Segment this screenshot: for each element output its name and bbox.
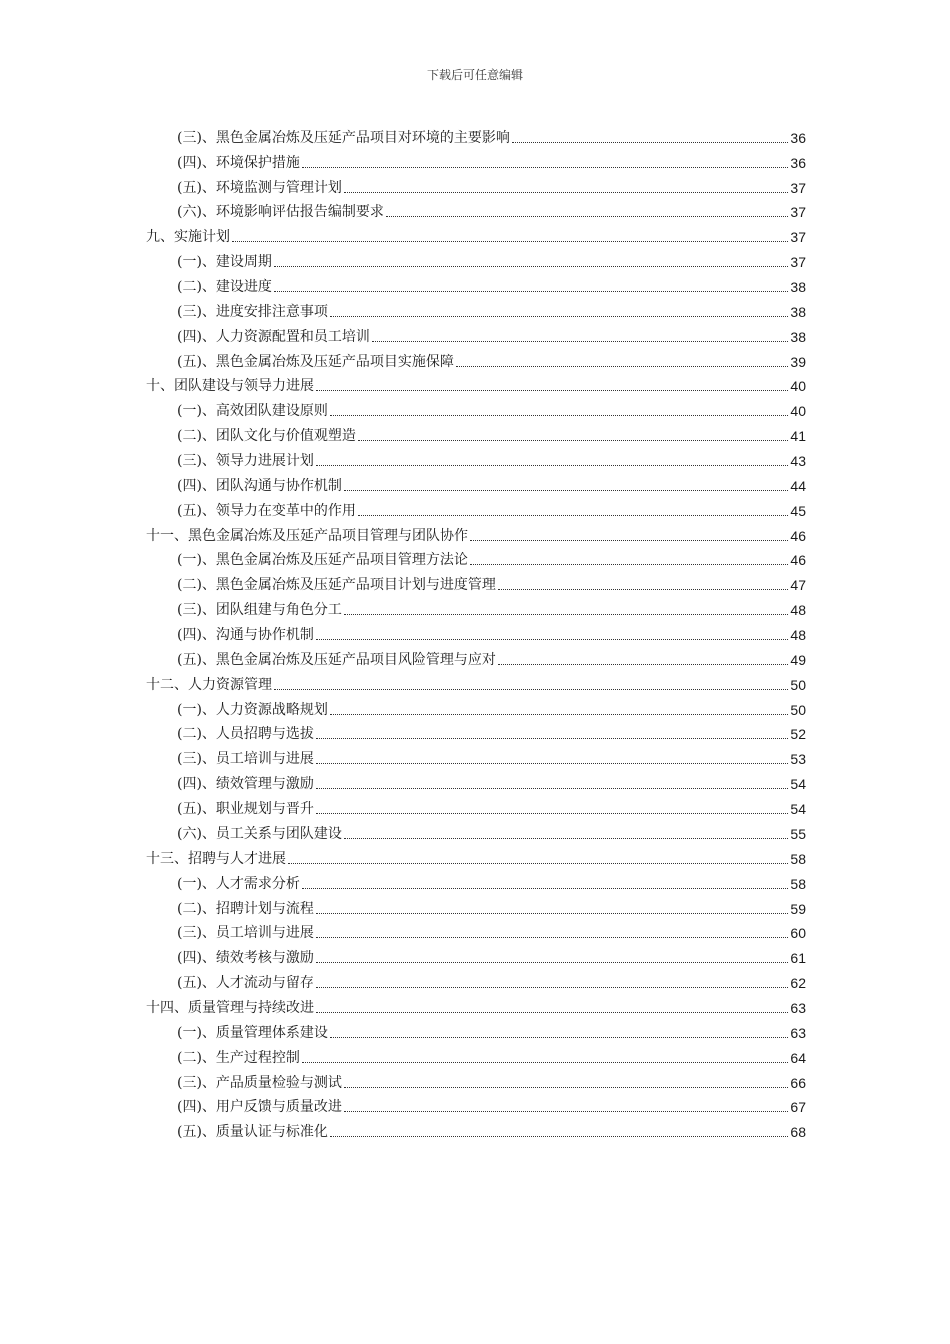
toc-dot-leader	[302, 1062, 788, 1063]
toc-entry-page-number: 48	[790, 627, 806, 644]
toc-dot-leader	[344, 192, 788, 193]
toc-section-entry[interactable]	[146, 721, 806, 746]
toc-entry-page-number: 37	[790, 204, 806, 221]
toc-dot-leader	[288, 863, 788, 864]
toc-entry-page-number: 36	[790, 129, 806, 146]
toc-entry-title: 九、实施计划	[146, 229, 230, 246]
toc-dot-leader	[316, 987, 788, 988]
toc-chapter-entry[interactable]	[146, 522, 806, 547]
toc-entry-page-number: 40	[790, 378, 806, 395]
toc-dot-leader	[274, 266, 788, 267]
toc-entry-title: (五)、职业规划与晋升	[177, 801, 314, 818]
toc-entry-page-number: 36	[790, 154, 806, 171]
toc-dot-leader	[316, 1012, 788, 1013]
toc-entry-page-number: 53	[790, 751, 806, 768]
toc-chapter-entry[interactable]	[146, 671, 806, 696]
toc-chapter-entry[interactable]	[146, 845, 806, 870]
toc-section-entry[interactable]	[146, 944, 806, 969]
toc-dot-leader	[316, 738, 788, 739]
toc-section-entry[interactable]	[146, 447, 806, 472]
toc-entry-title: (三)、产品质量检验与测试	[177, 1074, 342, 1091]
toc-entry-title: (三)、进度安排注意事项	[177, 303, 328, 320]
toc-section-entry[interactable]	[146, 920, 806, 945]
toc-entry-title: (四)、人力资源配置和员工培训	[177, 328, 370, 345]
toc-dot-leader	[344, 1087, 788, 1088]
toc-section-entry[interactable]	[146, 323, 806, 348]
toc-entry-page-number: 67	[790, 1099, 806, 1116]
toc-section-entry[interactable]	[146, 273, 806, 298]
toc-dot-leader	[344, 490, 788, 491]
toc-entry-page-number: 49	[790, 651, 806, 668]
toc-entry-page-number: 44	[790, 477, 806, 494]
toc-entry-page-number: 58	[790, 850, 806, 867]
toc-entry-title: 十、团队建设与领导力进展	[146, 378, 314, 395]
toc-dot-leader	[386, 216, 788, 217]
toc-entry-title: (五)、人才流动与留存	[177, 975, 314, 992]
toc-entry-page-number: 38	[790, 328, 806, 345]
toc-entry-page-number: 39	[790, 353, 806, 370]
toc-entry-page-number: 64	[790, 1049, 806, 1066]
toc-section-entry[interactable]	[146, 298, 806, 323]
toc-section-entry[interactable]	[146, 397, 806, 422]
toc-entry-title: 十四、质量管理与持续改进	[146, 999, 314, 1016]
toc-dot-leader	[470, 540, 788, 541]
toc-entry-page-number: 50	[790, 701, 806, 718]
toc-entry-title: (二)、团队文化与价值观塑造	[177, 428, 356, 445]
toc-section-entry[interactable]	[146, 646, 806, 671]
toc-dot-leader	[344, 1111, 788, 1112]
toc-entry-page-number: 37	[790, 229, 806, 246]
toc-dot-leader	[344, 838, 788, 839]
toc-entry-title: 十二、人力资源管理	[146, 676, 272, 693]
toc-entry-title: (一)、建设周期	[177, 254, 272, 271]
toc-dot-leader	[498, 664, 788, 665]
toc-dot-leader	[316, 465, 788, 466]
toc-entry-title: (五)、领导力在变革中的作用	[177, 502, 356, 519]
toc-entry-title: (一)、质量管理体系建设	[177, 1024, 328, 1041]
toc-dot-leader	[302, 167, 788, 168]
toc-section-entry[interactable]	[146, 621, 806, 646]
toc-section-entry[interactable]	[146, 472, 806, 497]
toc-dot-leader	[456, 366, 788, 367]
toc-dot-leader	[316, 390, 788, 391]
toc-section-entry[interactable]	[146, 422, 806, 447]
toc-dot-leader	[316, 813, 788, 814]
toc-dot-leader	[330, 714, 788, 715]
toc-entry-title: (三)、领导力进展计划	[177, 453, 314, 470]
toc-dot-leader	[330, 1037, 788, 1038]
toc-dot-leader	[232, 241, 788, 242]
toc-entry-page-number: 63	[790, 1024, 806, 1041]
toc-dot-leader	[316, 763, 788, 764]
toc-entry-page-number: 47	[790, 577, 806, 594]
toc-section-entry[interactable]	[146, 895, 806, 920]
toc-chapter-entry[interactable]	[146, 994, 806, 1019]
toc-section-entry[interactable]	[146, 745, 806, 770]
toc-dot-leader	[498, 589, 788, 590]
toc-entry-title: (一)、人才需求分析	[177, 875, 300, 892]
toc-dot-leader	[316, 639, 788, 640]
toc-entry-title: (五)、黑色金属冶炼及压延产品项目风险管理与应对	[177, 651, 496, 668]
toc-entry-title: (一)、人力资源战略规划	[177, 701, 328, 718]
page-header: 下载后可任意编辑	[426, 68, 523, 82]
toc-entry-title: (三)、员工培训与进展	[177, 751, 314, 768]
toc-entry-page-number: 63	[790, 999, 806, 1016]
toc-dot-leader	[372, 341, 788, 342]
table-of-contents	[146, 124, 806, 1143]
toc-entry-title: (五)、黑色金属冶炼及压延产品项目实施保障	[177, 353, 454, 370]
toc-entry-title: (六)、员工关系与团队建设	[177, 825, 342, 842]
toc-section-entry[interactable]	[146, 1044, 806, 1069]
toc-entry-page-number: 48	[790, 602, 806, 619]
toc-entry-page-number: 66	[790, 1074, 806, 1091]
toc-section-entry[interactable]	[146, 1094, 806, 1119]
toc-dot-leader	[344, 614, 788, 615]
toc-dot-leader	[470, 564, 788, 565]
toc-entry-title: (二)、黑色金属冶炼及压延产品项目计划与进度管理	[177, 577, 496, 594]
toc-entry-title: (四)、绩效管理与激励	[177, 776, 314, 793]
toc-entry-page-number: 55	[790, 825, 806, 842]
toc-dot-leader	[330, 415, 788, 416]
toc-section-entry[interactable]	[146, 149, 806, 174]
toc-entry-page-number: 59	[790, 900, 806, 917]
toc-entry-title: 十三、招聘与人才进展	[146, 850, 286, 867]
toc-entry-title: (四)、绩效考核与激励	[177, 950, 314, 967]
toc-section-entry[interactable]	[146, 820, 806, 845]
toc-section-entry[interactable]	[146, 199, 806, 224]
toc-entry-title: (六)、环境影响评估报告编制要求	[177, 204, 384, 221]
toc-entry-page-number: 43	[790, 453, 806, 470]
toc-entry-page-number: 58	[790, 875, 806, 892]
toc-section-entry[interactable]	[146, 248, 806, 273]
toc-entry-title: (四)、环境保护措施	[177, 154, 300, 171]
toc-section-entry[interactable]	[146, 596, 806, 621]
toc-entry-title: (二)、招聘计划与流程	[177, 900, 314, 917]
toc-entry-page-number: 40	[790, 403, 806, 420]
toc-dot-leader	[316, 913, 788, 914]
toc-entry-page-number: 54	[790, 801, 806, 818]
toc-section-entry[interactable]	[146, 770, 806, 795]
toc-dot-leader	[316, 788, 788, 789]
toc-entry-page-number: 37	[790, 179, 806, 196]
toc-entry-page-number: 50	[790, 676, 806, 693]
toc-section-entry[interactable]	[146, 795, 806, 820]
toc-entry-page-number: 54	[790, 776, 806, 793]
toc-entry-title: (三)、黑色金属冶炼及压延产品项目对环境的主要影响	[177, 129, 510, 146]
toc-dot-leader	[316, 962, 788, 963]
toc-entry-page-number: 37	[790, 254, 806, 271]
toc-entry-page-number: 68	[790, 1124, 806, 1141]
toc-section-entry[interactable]	[146, 124, 806, 149]
toc-entry-page-number: 60	[790, 925, 806, 942]
toc-chapter-entry[interactable]	[146, 223, 806, 248]
toc-dot-leader	[316, 937, 788, 938]
toc-section-entry[interactable]	[146, 1118, 806, 1143]
toc-dot-leader	[274, 689, 788, 690]
toc-entry-title: (四)、沟通与协作机制	[177, 627, 314, 644]
toc-section-entry[interactable]	[146, 696, 806, 721]
toc-dot-leader	[330, 316, 788, 317]
toc-entry-title: (一)、高效团队建设原则	[177, 403, 328, 420]
toc-entry-title: (二)、建设进度	[177, 279, 272, 296]
toc-entry-page-number: 45	[790, 502, 806, 519]
toc-section-entry[interactable]	[146, 1069, 806, 1094]
toc-section-entry[interactable]	[146, 547, 806, 572]
toc-entry-title: (五)、环境监测与管理计划	[177, 179, 342, 196]
toc-section-entry[interactable]	[146, 969, 806, 994]
toc-entry-title: (四)、用户反馈与质量改进	[177, 1099, 342, 1116]
toc-section-entry[interactable]	[146, 348, 806, 373]
toc-entry-title: (一)、黑色金属冶炼及压延产品项目管理方法论	[177, 552, 468, 569]
toc-entry-title: (五)、质量认证与标准化	[177, 1124, 328, 1141]
toc-section-entry[interactable]	[146, 1019, 806, 1044]
toc-dot-leader	[302, 888, 788, 889]
toc-entry-title: (三)、员工培训与进展	[177, 925, 314, 942]
toc-entry-page-number: 62	[790, 975, 806, 992]
toc-dot-leader	[512, 142, 788, 143]
toc-section-entry[interactable]	[146, 571, 806, 596]
toc-dot-leader	[358, 515, 788, 516]
toc-dot-leader	[330, 1136, 788, 1137]
toc-entry-title: (四)、团队沟通与协作机制	[177, 477, 342, 494]
toc-entry-page-number: 61	[790, 950, 806, 967]
toc-chapter-entry[interactable]	[146, 373, 806, 398]
toc-entry-title: (二)、人员招聘与选拔	[177, 726, 314, 743]
toc-entry-page-number: 46	[790, 552, 806, 569]
toc-entry-page-number: 46	[790, 527, 806, 544]
toc-entry-page-number: 41	[790, 428, 806, 445]
toc-dot-leader	[274, 291, 788, 292]
toc-section-entry[interactable]	[146, 497, 806, 522]
toc-section-entry[interactable]	[146, 174, 806, 199]
toc-entry-title: (三)、团队组建与角色分工	[177, 602, 342, 619]
toc-section-entry[interactable]	[146, 870, 806, 895]
toc-entry-page-number: 38	[790, 303, 806, 320]
toc-entry-title: 十一、黑色金属冶炼及压延产品项目管理与团队协作	[146, 527, 468, 544]
toc-dot-leader	[358, 440, 788, 441]
toc-entry-title: (二)、生产过程控制	[177, 1049, 300, 1066]
toc-entry-page-number: 52	[790, 726, 806, 743]
toc-entry-page-number: 38	[790, 279, 806, 296]
